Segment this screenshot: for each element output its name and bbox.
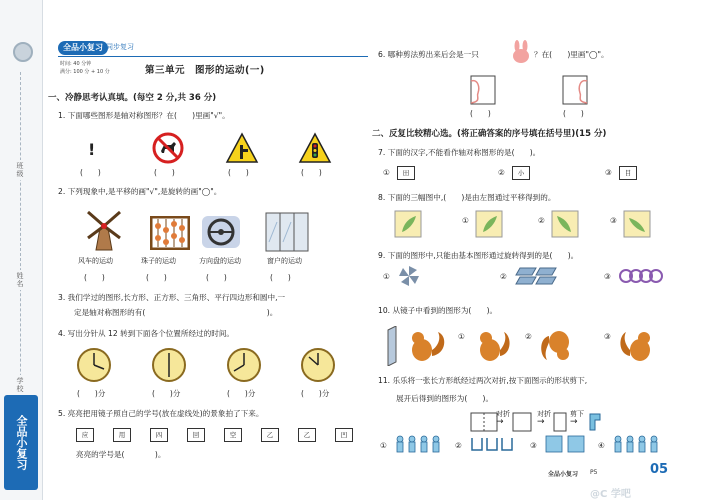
windmill-image [84, 210, 124, 252]
footer-edition: P5 [590, 469, 598, 476]
q7-option-2[interactable]: ② [498, 168, 505, 177]
question-11-line-2: 展开后得到的图形为( )。 [396, 394, 494, 403]
q6-answer-2[interactable]: ( ) [563, 109, 584, 118]
arrow-right-icon: → [537, 417, 545, 427]
q11-option-4[interactable]: ④ [598, 441, 605, 450]
q8-original-leaf-image [394, 210, 422, 238]
q10-mirror-squirrel-image [386, 326, 452, 366]
q2-label-steering: 方向盘的运动 [199, 257, 241, 265]
clock-icon-4 [300, 347, 336, 383]
q1-answer-3[interactable]: ( ) [228, 168, 249, 177]
q7-char-3: 目 [619, 166, 637, 180]
q4-answer-1[interactable]: ( )分 [77, 389, 106, 398]
q10-option-3-squirrel [618, 326, 658, 366]
fold-step-label-2: 对折 [537, 410, 551, 418]
q2-answer-1[interactable]: ( ) [84, 273, 105, 282]
mirrored-digit: 空 [224, 428, 242, 442]
fold-step-label-3: 剪下 [570, 410, 584, 418]
name-label: 姓名 [16, 272, 24, 288]
q8-option-1[interactable]: ① [462, 216, 469, 225]
question-8: 8. 下面的三幅图中,( )是由左图通过平移得到的。 [378, 193, 556, 202]
mirrored-digit: 用 [113, 428, 131, 442]
mirrored-digit: 凹 [335, 428, 353, 442]
fold-step-paper-1 [470, 412, 498, 432]
exclamation-icon: ! [88, 140, 96, 159]
q9-parallelograms-image [514, 266, 560, 286]
clock-icon-3 [226, 347, 262, 383]
q5-mirrored-digits [76, 428, 353, 442]
arrow-right-icon: → [570, 417, 578, 427]
q6-answer-1[interactable]: ( ) [470, 109, 491, 118]
q2-answer-3[interactable]: ( ) [206, 273, 227, 282]
q7-char-1: 田 [397, 166, 415, 180]
question-2: 2. 下列现象中,是平移的画"√",是旋转的画"◯"。 [58, 187, 222, 196]
class-label: 班级 [16, 162, 24, 178]
question-7: 7. 下面的汉字,不能看作轴对称图形的是( )。 [378, 148, 541, 157]
cut-shape-image [588, 412, 602, 432]
mirrored-digit: 四 [150, 428, 168, 442]
steering-wheel-image [200, 212, 242, 250]
section-2-heading: 二、反复比较精心选。(将正确答案的序号填在括号里)(15 分) [372, 129, 607, 139]
q10-option-1-squirrel [472, 326, 512, 366]
q8-option-1-image [475, 210, 503, 238]
question-11-line-1: 11. 乐乐将一张长方形纸经过两次对折,按下面图示的形状剪下, [378, 376, 588, 385]
q11-option-3-image [544, 434, 586, 454]
question-3-line-2: 定是轴对称图形的有( )。 [74, 308, 278, 317]
window-image [265, 212, 309, 252]
binding-hole-icon [13, 42, 33, 62]
q4-answer-2[interactable]: ( )分 [152, 389, 181, 398]
q7-char-2: 小 [512, 166, 530, 180]
fold-step-paper-3 [553, 412, 567, 432]
header-score: 满分: 100 分 + 10 分 [60, 69, 110, 75]
school-label: 学校 [16, 377, 24, 393]
mirrored-digit: 乙 [261, 428, 279, 442]
question-6: 6. 哪种剪法剪出来后会是一只 [378, 50, 479, 59]
q11-option-1-image [394, 434, 442, 454]
q10-option-3[interactable]: ③ [604, 332, 611, 341]
mirrored-digit: 乙 [298, 428, 316, 442]
q4-answer-4[interactable]: ( )分 [301, 389, 330, 398]
q7-option-1[interactable]: ① [383, 168, 390, 177]
q1-answer-4[interactable]: ( ) [301, 168, 322, 177]
traffic-light-sign-icon [298, 132, 332, 164]
arrow-right-icon: → [496, 417, 504, 427]
no-dogs-sign-icon [152, 132, 184, 164]
q2-label-beads: 珠子的运动 [141, 257, 176, 265]
q2-answer-4[interactable]: ( ) [270, 273, 291, 282]
clock-icon-1 [76, 347, 112, 383]
fold-step-label-1: 对折 [496, 410, 510, 418]
q11-option-2-image [469, 434, 515, 454]
q10-option-1[interactable]: ① [458, 332, 465, 341]
q5-answer[interactable]: 亮亮的学号是( )。 [76, 450, 166, 459]
q1-answer-2[interactable]: ( ) [154, 168, 175, 177]
q9-pinwheel-image [397, 264, 421, 288]
abacus-image [150, 216, 190, 250]
q11-option-3[interactable]: ③ [530, 441, 537, 450]
q10-option-2-squirrel [539, 326, 579, 366]
question-4: 4. 写出分针从 12 转到下面各个位置所经过的时间。 [58, 329, 235, 338]
question-3-line-1: 3. 我们学过的图形,长方形、正方形、三角形、平行四边形和圆中,一 [58, 293, 286, 302]
header-time: 时间: 40 分钟 [60, 61, 92, 67]
q9-option-3[interactable]: ③ [604, 272, 611, 281]
q11-option-1[interactable]: ① [380, 441, 387, 450]
rabbit-icon [510, 40, 532, 64]
footer-brand: 全品小复习 [548, 471, 579, 478]
question-9: 9. 下面的图形中,只能由基本图形通过旋转得到的是( )。 [378, 251, 579, 260]
header-subtitle: 同步复习 [106, 43, 134, 51]
header-brand-logo: 全品小复习 [58, 41, 108, 55]
question-6-tail: ？在( )里画"◯"。 [534, 50, 609, 59]
section-1-heading: 一、冷静思考认真填。(每空 2 分,共 36 分) [48, 93, 217, 103]
clock-icon-2 [151, 347, 187, 383]
road-sign-icon [225, 132, 259, 164]
header-divider [58, 56, 368, 57]
watermark: @C 学吧 [590, 489, 631, 500]
sidebar-brand-logo: 全品小复习 [4, 395, 38, 490]
q8-option-3[interactable]: ③ [610, 216, 617, 225]
q10-option-2[interactable]: ② [525, 332, 532, 341]
q9-option-1[interactable]: ① [383, 272, 390, 281]
q1-answer-1[interactable]: ( ) [80, 168, 101, 177]
page-number: 05 [650, 462, 669, 477]
mirrored-digit: 应 [76, 428, 94, 442]
q9-loops-image [618, 266, 664, 286]
cut-option-1-image [470, 75, 496, 105]
q11-option-4-image [612, 434, 660, 454]
mirrored-digit: 回 [187, 428, 205, 442]
q9-option-2[interactable]: ② [500, 272, 507, 281]
q2-label-window: 窗户的运动 [267, 257, 302, 265]
cut-option-2-image [562, 75, 588, 105]
q8-option-2-image [551, 210, 579, 238]
q4-answer-3[interactable]: ( )分 [227, 389, 256, 398]
q8-option-2[interactable]: ② [538, 216, 545, 225]
question-5: 5. 亮亮把用镜子照自己的学号(放在虚线处)的景象拍了下来。 [58, 409, 264, 418]
page-title: 第三单元 图形的运动(一) [145, 65, 265, 76]
fold-step-paper-2 [512, 412, 532, 432]
q7-option-3[interactable]: ③ [605, 168, 612, 177]
q8-option-3-image [623, 210, 651, 238]
q2-label-windmill: 风车的运动 [78, 257, 113, 265]
question-1: 1. 下面哪些图形是轴对称图形？在( )里画"√"。 [58, 111, 230, 120]
q2-answer-2[interactable]: ( ) [146, 273, 167, 282]
q11-option-2[interactable]: ② [455, 441, 462, 450]
question-10: 10. 从镜子中看到的图形为( )。 [378, 306, 498, 315]
